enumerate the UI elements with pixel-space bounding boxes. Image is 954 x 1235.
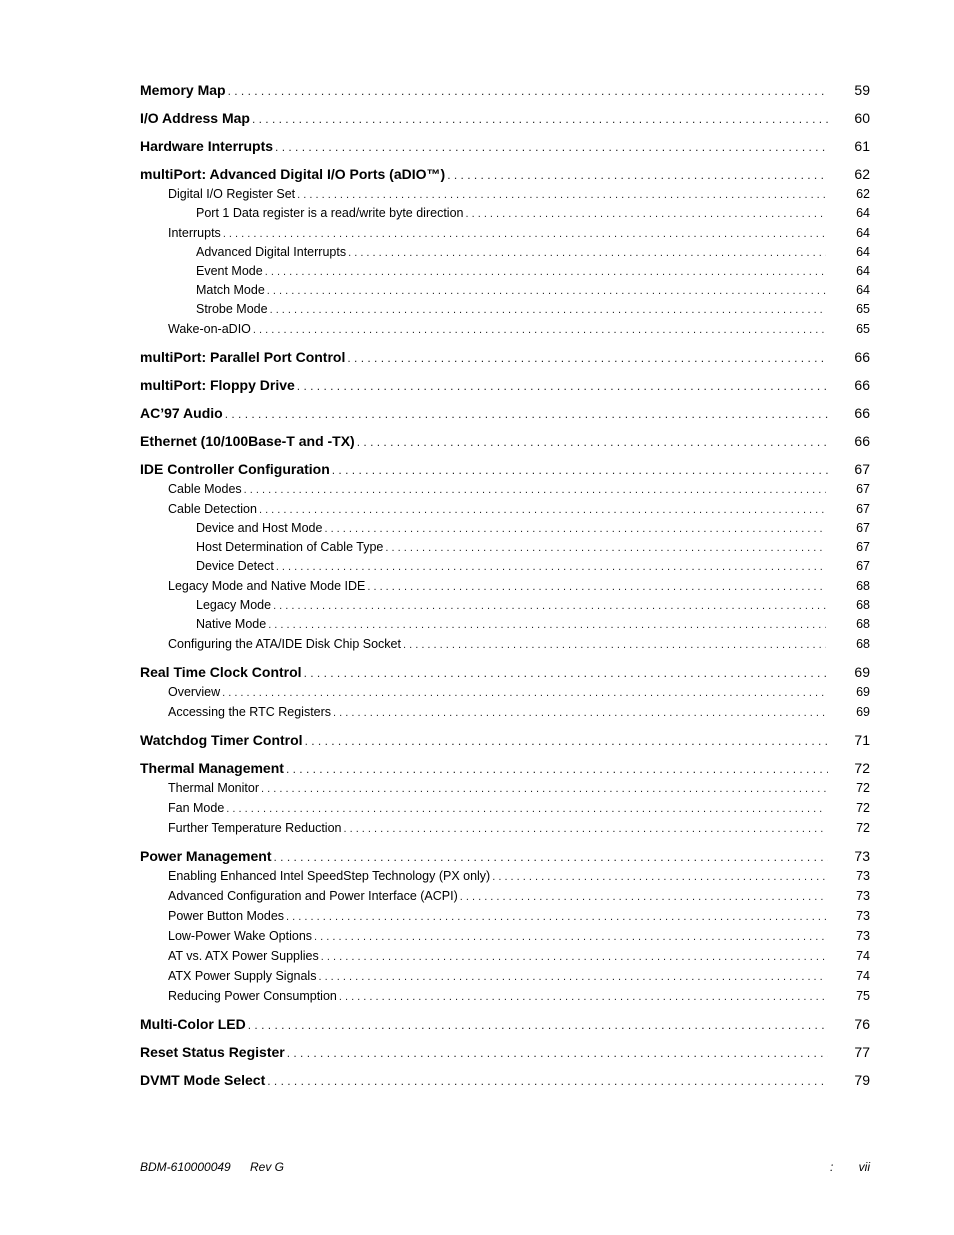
toc-entry-title: Overview: [168, 685, 221, 699]
toc-entry-title: multiPort: Parallel Port Control: [140, 349, 346, 365]
toc-entry-page: 68: [856, 637, 870, 651]
dot-leader: [267, 1069, 828, 1093]
toc-entry-title: Cable Modes: [168, 482, 242, 496]
toc-subsubsection-entry[interactable]: [140, 538, 870, 557]
dot-leader: [305, 729, 828, 753]
dot-leader: [222, 683, 826, 703]
toc-entry-title: Match Mode: [196, 283, 265, 297]
toc-subsection-entry[interactable]: [140, 946, 870, 966]
toc-subsection-entry[interactable]: [140, 576, 870, 596]
toc-entry-title: AT vs. ATX Power Supplies: [168, 949, 319, 963]
toc-entry-page: 67: [856, 482, 870, 496]
toc-section-entry[interactable]: [140, 429, 870, 457]
toc-entry-title: Multi-Color LED: [140, 1016, 246, 1032]
toc-entry-page: 73: [856, 929, 870, 943]
toc-entry-page: 65: [856, 302, 870, 316]
toc-entry-page: 79: [854, 1072, 870, 1088]
toc-entry-title: Further Temperature Reduction: [168, 821, 342, 835]
toc-subsection-entry[interactable]: [140, 499, 870, 519]
dot-leader: [347, 346, 828, 370]
toc-entry-page: 67: [856, 502, 870, 516]
toc-entry-title: AC’97 Audio: [140, 405, 223, 421]
dot-leader: [252, 107, 828, 131]
toc-entry-title: Enabling Enhanced Intel SpeedStep Technology (PX only): [168, 869, 491, 883]
toc-entry-title: Accessing the RTC Registers: [168, 705, 332, 719]
toc-entry-title: Real Time Clock Control: [140, 664, 302, 680]
toc-subsection-entry[interactable]: [140, 966, 870, 986]
toc-entry-page: 77: [854, 1044, 870, 1060]
toc-section-entry[interactable]: [140, 134, 870, 162]
toc-subsection-entry[interactable]: [140, 319, 870, 339]
dot-leader: [226, 799, 826, 819]
toc-entry-page: 64: [856, 226, 870, 240]
dot-leader: [318, 967, 826, 987]
toc-entry-page: 67: [856, 521, 870, 535]
dot-leader: [259, 500, 826, 520]
dot-leader: [286, 757, 828, 781]
toc-entry-page: 64: [856, 206, 870, 220]
toc-entry-page: 72: [856, 801, 870, 815]
toc-section-entry[interactable]: [140, 401, 870, 429]
toc-entry-title: I/O Address Map: [140, 110, 250, 126]
toc-entry-title: Power Management: [140, 848, 272, 864]
toc-section-entry[interactable]: [140, 1040, 870, 1068]
toc-entry-page: 74: [856, 949, 870, 963]
dot-leader: [270, 301, 826, 320]
toc-entry-title: ATX Power Supply Signals: [168, 969, 317, 983]
toc-entry-title: Thermal Monitor: [168, 781, 259, 795]
toc-entry-page: 59: [854, 82, 870, 98]
toc-entry-title: IDE Controller Configuration: [140, 461, 330, 477]
toc-entry-title: Fan Mode: [168, 801, 225, 815]
toc-entry-title: Digital I/O Register Set: [168, 187, 296, 201]
toc-subsection-entry[interactable]: [140, 223, 870, 243]
toc-entry-title: Interrupts: [168, 226, 221, 240]
toc-entry-page: 64: [856, 245, 870, 259]
dot-leader: [276, 558, 826, 577]
toc-section-entry[interactable]: [140, 844, 870, 866]
toc-entry-page: 66: [854, 405, 870, 421]
toc-entry-title: Reset Status Register: [140, 1044, 285, 1060]
dot-leader: [267, 282, 826, 301]
toc-entry-title: Memory Map: [140, 82, 226, 98]
toc-entry-page: 64: [856, 283, 870, 297]
dot-leader: [304, 661, 828, 685]
toc-subsubsection-entry[interactable]: [140, 557, 870, 576]
toc-entry-page: 72: [856, 781, 870, 795]
dot-leader: [333, 703, 826, 723]
toc-entry-page: 73: [856, 909, 870, 923]
document-revision: Rev G: [250, 1160, 285, 1174]
toc-entry-page: 64: [856, 264, 870, 278]
table-of-contents: [140, 78, 870, 1096]
toc-subsubsection-entry[interactable]: [140, 300, 870, 319]
dot-leader: [492, 867, 826, 887]
toc-entry-title: Cable Detection: [168, 502, 257, 516]
toc-entry-title: Advanced Digital Interrupts: [196, 245, 347, 259]
dot-leader: [228, 79, 828, 103]
toc-entry-title: Hardware Interrupts: [140, 138, 274, 154]
toc-entry-title: Configuring the ATA/IDE Disk Chip Socket: [168, 637, 401, 651]
toc-subsection-entry[interactable]: [140, 778, 870, 798]
toc-entry-title: Wake-on-aDIO: [168, 322, 251, 336]
toc-subsubsection-entry[interactable]: [140, 596, 870, 615]
dot-leader: [297, 374, 828, 398]
toc-section-entry[interactable]: [140, 756, 870, 778]
toc-section-entry[interactable]: [140, 106, 870, 134]
toc-entry-page: 61: [854, 138, 870, 154]
dot-leader: [261, 779, 826, 799]
toc-subsection-entry[interactable]: [140, 866, 870, 886]
toc-section-entry[interactable]: [140, 345, 870, 373]
toc-entry-page: 76: [854, 1016, 870, 1032]
dot-leader: [253, 320, 826, 340]
dot-leader: [348, 244, 826, 263]
toc-subsubsection-entry[interactable]: [140, 281, 870, 300]
toc-subsubsection-entry[interactable]: [140, 243, 870, 262]
toc-entry-title: multiPort: Floppy Drive: [140, 377, 295, 393]
toc-entry-page: 69: [856, 705, 870, 719]
dot-leader: [314, 927, 826, 947]
toc-entry-title: Port 1 Data register is a read/write byte direction: [196, 206, 464, 220]
toc-entry-page: 60: [854, 110, 870, 126]
toc-subsubsection-entry[interactable]: [140, 262, 870, 281]
toc-subsection-entry[interactable]: [140, 184, 870, 204]
toc-subsubsection-entry[interactable]: [140, 204, 870, 223]
toc-entry-title: Low-Power Wake Options: [168, 929, 313, 943]
toc-entry-title: Event Mode: [196, 264, 263, 278]
toc-entry-title: Ethernet (10/100Base-T and -TX): [140, 433, 355, 449]
toc-entry-title: Advanced Configuration and Power Interface (ACPI): [168, 889, 458, 903]
dot-leader: [286, 907, 826, 927]
dot-leader: [265, 263, 826, 282]
toc-subsection-entry[interactable]: [140, 479, 870, 499]
toc-section-entry[interactable]: [140, 78, 870, 106]
toc-section-entry[interactable]: [140, 1012, 870, 1040]
toc-section-entry[interactable]: [140, 1068, 870, 1096]
toc-entry-page: 68: [856, 579, 870, 593]
dot-leader: [244, 480, 826, 500]
dot-leader: [321, 947, 826, 967]
toc-subsection-entry[interactable]: [140, 702, 870, 722]
toc-subsection-entry[interactable]: [140, 798, 870, 818]
toc-entry-page: 66: [854, 377, 870, 393]
toc-section-entry[interactable]: [140, 457, 870, 479]
dot-leader: [275, 135, 828, 159]
toc-entry-page: 66: [854, 349, 870, 365]
toc-entry-title: Native Mode: [196, 617, 267, 631]
dot-leader: [324, 520, 826, 539]
toc-section-entry[interactable]: [140, 162, 870, 184]
toc-subsubsection-entry[interactable]: [140, 615, 870, 634]
toc-subsection-entry[interactable]: [140, 818, 870, 838]
toc-subsection-entry[interactable]: [140, 986, 870, 1006]
toc-entry-page: 72: [854, 760, 870, 776]
dot-leader: [223, 224, 826, 244]
dot-leader: [248, 1013, 828, 1037]
dot-leader: [343, 819, 826, 839]
toc-subsection-entry[interactable]: [140, 906, 870, 926]
toc-entry-title: Thermal Management: [140, 760, 284, 776]
toc-entry-page: 75: [856, 989, 870, 1003]
toc-entry-title: Device and Host Mode: [196, 521, 323, 535]
dot-leader: [297, 185, 826, 205]
toc-entry-title: Reducing Power Consumption: [168, 989, 337, 1003]
dot-leader: [465, 205, 826, 224]
dot-leader: [287, 1041, 828, 1065]
dot-leader: [339, 987, 826, 1007]
toc-section-entry[interactable]: [140, 728, 870, 756]
toc-entry-page: 73: [856, 889, 870, 903]
toc-entry-page: 68: [856, 617, 870, 631]
toc-entry-title: Strobe Mode: [196, 302, 268, 316]
toc-entry-page: 65: [856, 322, 870, 336]
toc-entry-title: Legacy Mode and Native Mode IDE: [168, 579, 366, 593]
dot-leader: [268, 616, 826, 635]
toc-entry-title: Watchdog Timer Control: [140, 732, 303, 748]
toc-section-entry[interactable]: [140, 373, 870, 401]
toc-entry-page: 73: [856, 869, 870, 883]
dot-leader: [357, 430, 828, 454]
toc-entry-page: 66: [854, 433, 870, 449]
toc-entry-title: Legacy Mode: [196, 598, 272, 612]
toc-entry-page: 67: [856, 540, 870, 554]
toc-entry-title: Host Determination of Cable Type: [196, 540, 384, 554]
dot-leader: [225, 402, 828, 426]
toc-entry-page: 69: [854, 664, 870, 680]
toc-subsection-entry[interactable]: [140, 886, 870, 906]
toc-entry-title: DVMT Mode Select: [140, 1072, 266, 1088]
toc-entry-page: 74: [856, 969, 870, 983]
toc-entry-page: 67: [856, 559, 870, 573]
page-number: vii: [858, 1160, 870, 1174]
toc-entry-page: 71: [854, 732, 870, 748]
toc-entry-page: 72: [856, 821, 870, 835]
toc-entry-page: 62: [854, 166, 870, 182]
dot-leader: [403, 635, 826, 655]
toc-entry-page: 68: [856, 598, 870, 612]
toc-subsubsection-entry[interactable]: [140, 519, 870, 538]
dot-leader: [367, 577, 826, 597]
dot-leader: [385, 539, 826, 558]
toc-subsection-entry[interactable]: [140, 682, 870, 702]
dot-leader: [460, 887, 826, 907]
toc-entry-title: Device Detect: [196, 559, 274, 573]
toc-entry-page: 73: [854, 848, 870, 864]
toc-section-entry[interactable]: [140, 660, 870, 682]
toc-entry-page: 62: [856, 187, 870, 201]
toc-subsection-entry[interactable]: [140, 634, 870, 654]
toc-entry-page: 69: [856, 685, 870, 699]
toc-entry-page: 67: [854, 461, 870, 477]
footer-separator: :: [830, 1160, 834, 1174]
toc-subsection-entry[interactable]: [140, 926, 870, 946]
dot-leader: [332, 458, 828, 482]
toc-entry-title: multiPort: Advanced Digital I/O Ports (aDIO™): [140, 166, 446, 182]
toc-entry-title: Power Button Modes: [168, 909, 285, 923]
dot-leader: [273, 597, 826, 616]
document-number: BDM-610000049: [140, 1160, 231, 1174]
dot-leader: [447, 163, 828, 187]
